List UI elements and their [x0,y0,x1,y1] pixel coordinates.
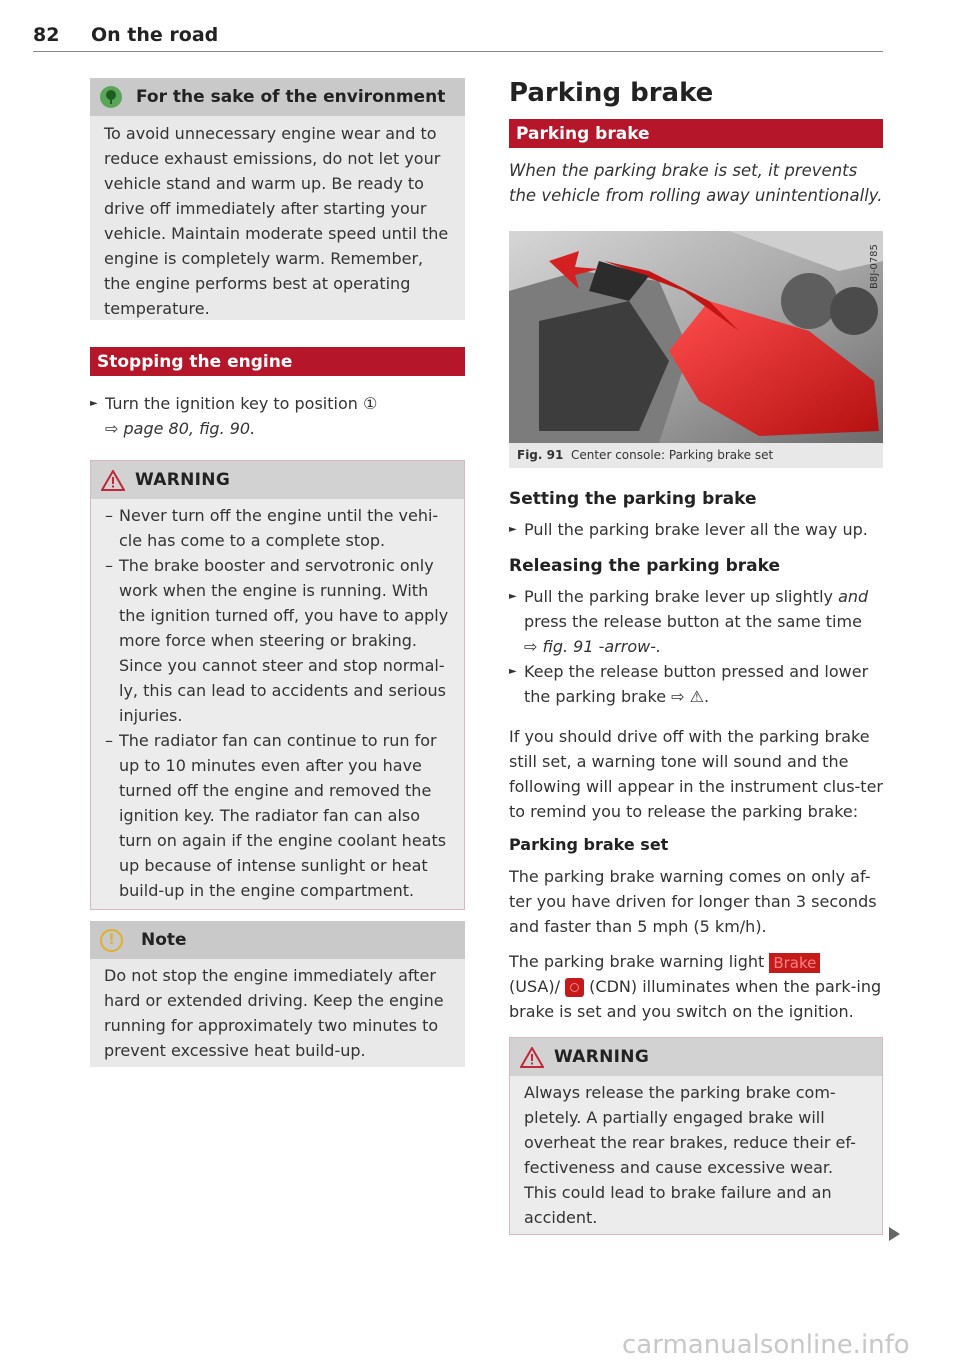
continue-arrow-icon [889,1227,900,1241]
page-header [33,24,883,52]
warning-triangle-icon [101,470,125,491]
note-box [90,921,465,1067]
watermark: carmanualsonline.info [622,1330,910,1360]
environment-box-header [90,78,465,116]
left-column [90,78,465,1067]
environment-box-title: For the sake of the environment [136,87,446,107]
right-column [509,78,883,1235]
warning-box-engine-header [91,461,464,499]
release-step-2: ► Keep the release button pressed and lower the parking brake ⇨ ⚠. [509,659,883,709]
stopping-step-text: ► Turn the ignition key to position ① [90,391,465,416]
warning-light-paragraph: The parking brake warning light Brake (USA)/ (CDN) illuminates when the park-ing brake is set and you switch on the ignition. [509,952,882,1021]
figure-code: B8J-0785 [869,244,880,289]
release-step-1: ► Pull the parking brake lever up slightly and press the release button at the same time ⇨ fig. 91 -arrow-. [509,584,883,659]
environment-box [90,78,465,320]
warning-item: – The radiator fan can continue to run for up to 10 minutes even after you have turned off the engine and removed the ignition key. The radiator fan can also turn on again if the engine coolant heats up because of intense sunlight or heat build-up in the engine compartment. [105,731,447,900]
note-body: Do not stop the engine immediately after hard or extended driving. Keep the engine running for approximately two minutes to prevent excessive heat build-up. [104,966,444,1060]
cdn-brake-light-icon [565,978,584,997]
stopping-step-ref[interactable]: ⇨ page 80, fig. 90. [105,419,256,438]
parking-intro: When the parking brake is set, it prevents the vehicle from rolling away unintentionally. [509,161,883,205]
brake-warning-light-icon: Brake [769,953,820,973]
stopping-step [90,391,465,441]
setting-step: ► Pull the parking brake lever all the way up. [509,517,883,542]
figure-caption-text: Center console: Parking brake set [570,448,774,462]
note-box-header [90,921,465,959]
page-number: 82 [33,24,60,46]
warning-list [91,499,464,909]
tree-icon [100,86,122,108]
warning-title: WARNING [135,470,231,490]
info-icon: ! [100,929,123,952]
release-step-ref[interactable]: ⇨ fig. 91 -arrow-. [524,637,662,656]
parking-brake-set-text: The parking brake warning comes on only af-ter you have driven for longer than 3 seconds and faster than 5 mph (5 km/h). [509,867,877,936]
parking-brake-set-heading: Parking brake set [509,835,669,854]
warning-item: – The brake booster and servotronic only work when the engine is running. With the ignition turned off, you have to apply more force when steering or braking. Since you cannot steer and stop normal-ly, this can lead to accidents and serious injuries. [105,556,449,725]
warning-triangle-icon [520,1047,544,1068]
warning-item: – Never turn off the engine until the vehi-cle has come to a complete stop. [105,506,439,550]
warning-box-parking-header [510,1038,882,1076]
releasing-heading: Releasing the parking brake [509,556,781,576]
drive-off-paragraph: If you should drive off with the parking brake still set, a warning tone will sound and the following will appear in the instrument clus-ter to remind you to release the parking brake: [509,727,883,821]
parking-brake-bar: Parking brake [509,119,883,148]
environment-box-body: To avoid unnecessary engine wear and to reduce exhaust emissions, do not let your vehicle stand and warm up. Be ready to drive off immediately after starting your vehicle. Maintain moderate speed until the engine is completely warm. Remember, the engine performs best at operating temperature. [104,124,449,318]
warning-title: WARNING [554,1047,650,1067]
stopping-engine-heading: Stopping the engine [90,347,465,376]
warning-box-engine [90,460,465,910]
setting-heading: Setting the parking brake [509,489,757,509]
figure-91 [509,231,883,468]
parking-brake-heading: Parking brake [509,78,714,108]
figure-label: Fig. 91 [517,448,564,462]
section-title: On the road [91,24,219,46]
figure-caption [509,443,883,468]
note-title: Note [141,930,187,950]
parking-brake-photo [509,231,883,443]
warning-box-parking [509,1037,883,1235]
warning-parking-body: Always release the parking brake com-pletely. A partially engaged brake will overheat the rear brakes, reduce their ef-fectiveness and cause excessive wear. This could lead to brake failure and an accident. [524,1083,856,1227]
